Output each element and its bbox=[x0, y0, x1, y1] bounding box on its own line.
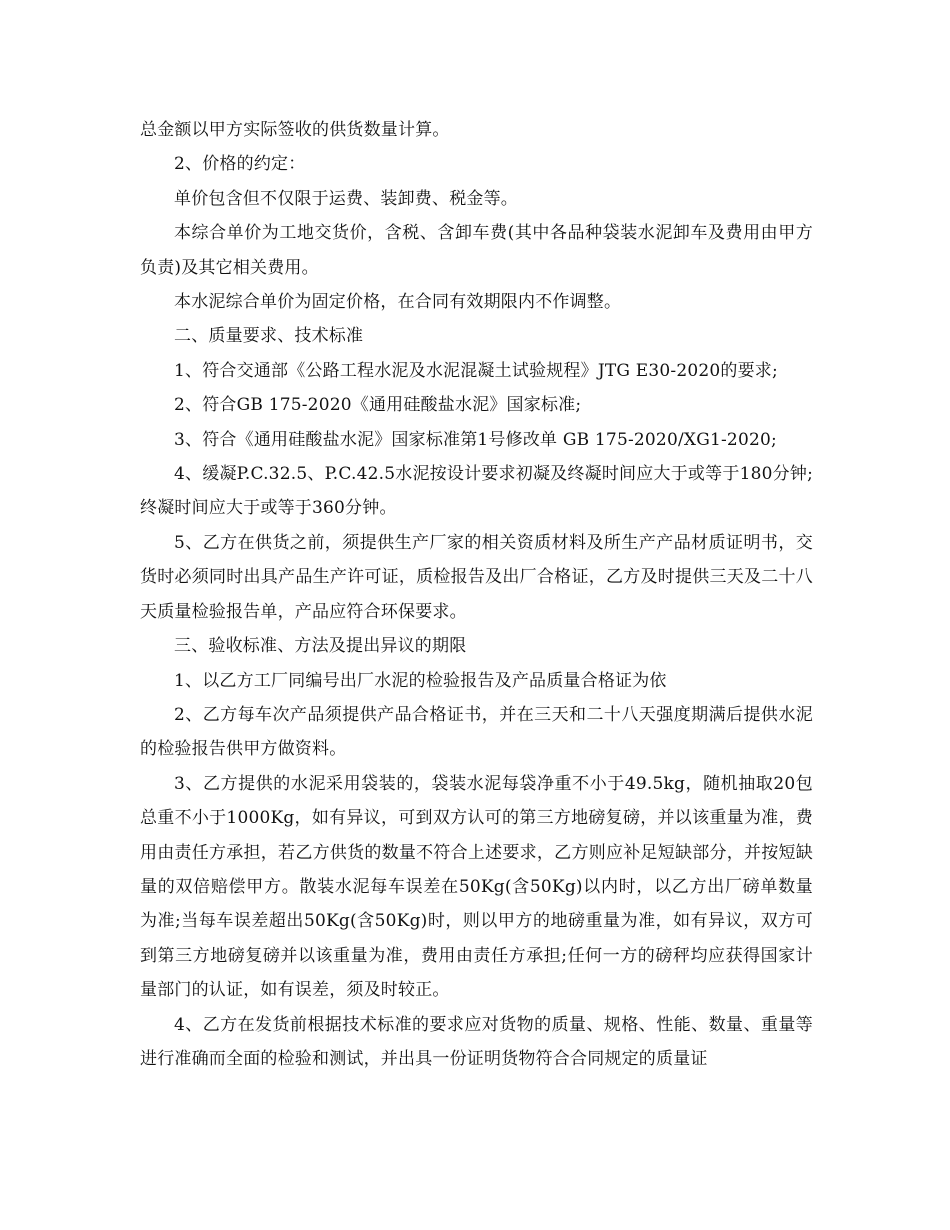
paragraph: 4、乙方在发货前根据技术标准的要求应对货物的质量、规格、性能、数量、重量等进行准确而全面的检验和测试，并出具一份证明货物符合合同规定的质量证 bbox=[140, 1014, 813, 1069]
paragraph: 单价包含但不仅限于运费、装卸费、税金等。 bbox=[174, 188, 518, 209]
paragraph: 3、符合《通用硅酸盐水泥》国家标准第1号修改单 GB 175-2020/XG1-2020; bbox=[174, 429, 777, 450]
paragraph: 2、乙方每车次产品须提供产品合格证书，并在三天和二十八天强度期满后提供水泥的检验报告供甲方做资料。 bbox=[140, 704, 813, 760]
paragraph: 2、符合GB 175-2020《通用硅酸盐水泥》国家标准; bbox=[174, 395, 582, 416]
paragraph: 本水泥综合单价为固定价格，在合同有效期限内不作调整。 bbox=[174, 292, 622, 313]
paragraph: 4、缓凝P.C.32.5、P.C.42.5水泥按设计要求初凝及终凝时间应大于或等于180分钟;终凝时间应大于或等于360分钟。 bbox=[140, 464, 813, 519]
paragraph: 本综合单价为工地交货价，含税、含卸车费(其中各品种袋装水泥卸车及费用由甲方负责)及其它相关费用。 bbox=[140, 223, 813, 278]
section-heading: 三、验收标准、方法及提出异议的期限 bbox=[174, 636, 467, 657]
paragraph: 5、乙方在供货之前，须提供生产厂家的相关资质材料及所生产产品材质证明书，交货时必须同时出具产品生产许可证，质检报告及出厂合格证，乙方及时提供三天及二十八天质量检验报告单，产品应符合环保要求。 bbox=[140, 532, 813, 622]
paragraph: 2、价格的约定： bbox=[174, 154, 306, 175]
paragraph: 总金额以甲方实际签收的供货数量计算。 bbox=[140, 120, 450, 140]
paragraph: 1、以乙方工厂同编号出厂水泥的检验报告及产品质量合格证为依 bbox=[174, 670, 667, 691]
document-body bbox=[140, 113, 813, 1076]
paragraph: 1、符合交通部《公路工程水泥及水泥混凝土试验规程》JTG E30-2020的要求; bbox=[174, 360, 778, 381]
section-heading: 二、质量要求、技术标准 bbox=[174, 326, 364, 347]
paragraph: 3、乙方提供的水泥采用袋装的，袋装水泥每袋净重不小于49.5kg，随机抽取20包总重不小于1000Kg，如有异议，可到双方认可的第三方地磅复磅，并以该重量为准，费用由责任方承担，若乙方供货的数量不符合上述要求，乙方则应补足短缺部分，并按短缺量的双倍赔偿甲方。散装水泥每车误差在50Kg(含50Kg)以内时，以乙方出厂磅单数量为准;当每车误差超出50Kg(含50Kg)时，则以甲方的地磅重量为准，如有异议，双方可到第三方地磅复磅并以该重量为准，费用由责任方承担;任何一方的磅秤均应获得国家计量部门的认证，如有误差，须及时较正。 bbox=[140, 773, 813, 1001]
